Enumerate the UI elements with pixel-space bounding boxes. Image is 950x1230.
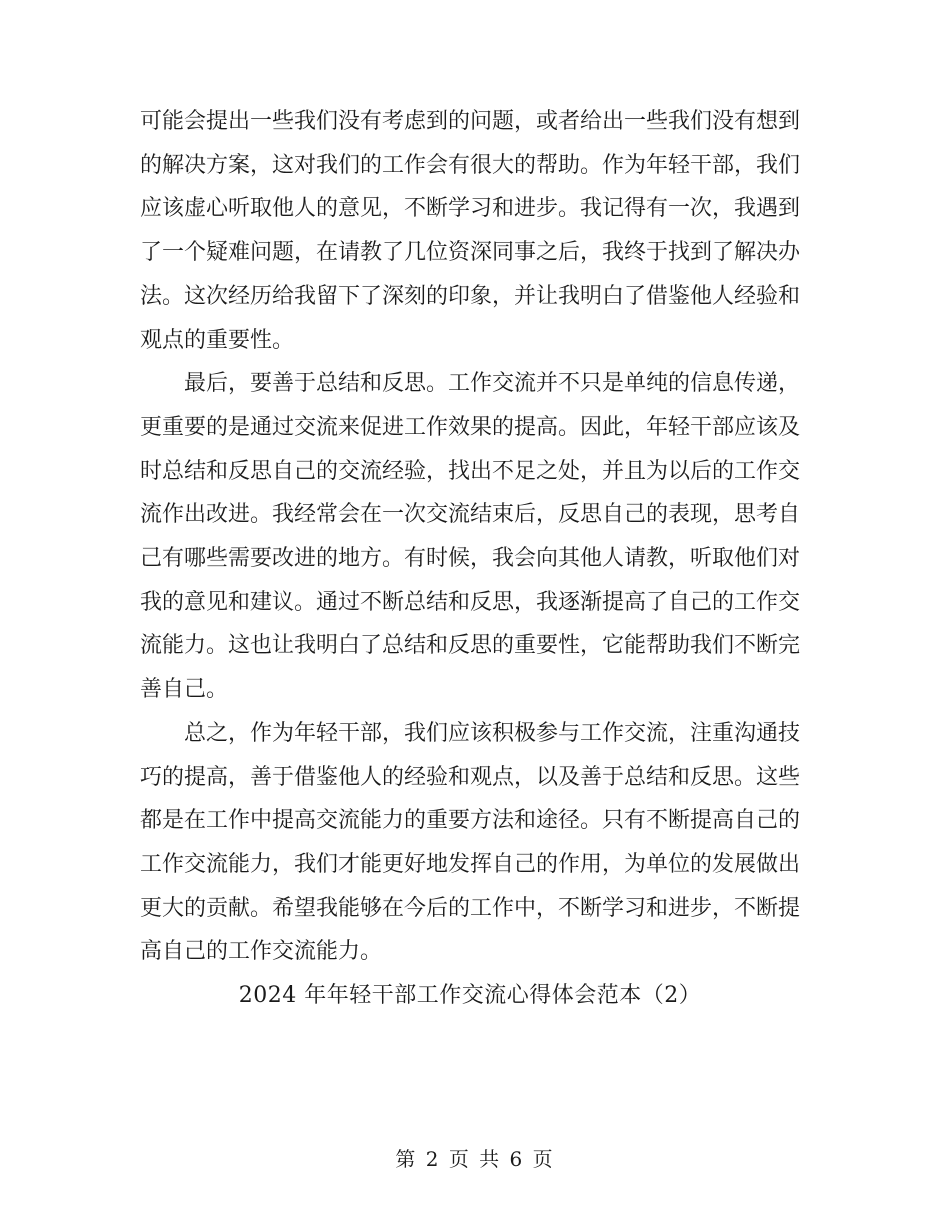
paragraph-continuation: 可能会提出一些我们没有考虑到的问题，或者给出一些我们没有想到的解决方案，这对我们的工作会有很大的帮助。作为年轻干部，我们应该虚心听取他人的意见，不断学习和进步。我记得有一次，我遇到了一个疑难问题，在请教了几位资深同事之后，我终于找到了解决办法。这次经历给我留下了深刻的印象，并让我明白了借鉴他人经验和观点的重要性。 [140,109,801,353]
paragraph-summary-reflection: 最后，要善于总结和反思。工作交流并不只是单纯的信息传递，更重要的是通过交流来促进工作效果的提高。因此，年轻干部应该及时总结和反思自己的交流经验，找出不足之处，并且为以后的工作交流作出改进。我经常会在一次交流结束后，反思自己的表现，思考自己有哪些需要改进的地方。有时候，我会向其他人请教，听取他们对我的意见和建议。通过不断总结和反思，我逐渐提高了自己的工作交流能力。这也让我明白了总结和反思的重要性，它能帮助我们不断完善自己。 [140,371,801,703]
paragraph-conclusion: 总之，作为年轻干部，我们应该积极参与工作交流，注重沟通技巧的提高，善于借鉴他人的经验和观点，以及善于总结和反思。这些都是在工作中提高交流能力的重要方法和途径。只有不断提高自己的工作交流能力，我们才能更好地发挥自己的作用，为单位的发展做出更大的贡献。希望我能够在今后的工作中，不断学习和进步，不断提高自己的工作交流能力。 [140,720,801,965]
section-title: 2024 年年轻干部工作交流心得体会范本（2） [238,983,702,1009]
document-body [140,100,800,1018]
page-number-footer: 第 2 页 共 6 页 [395,1147,555,1171]
